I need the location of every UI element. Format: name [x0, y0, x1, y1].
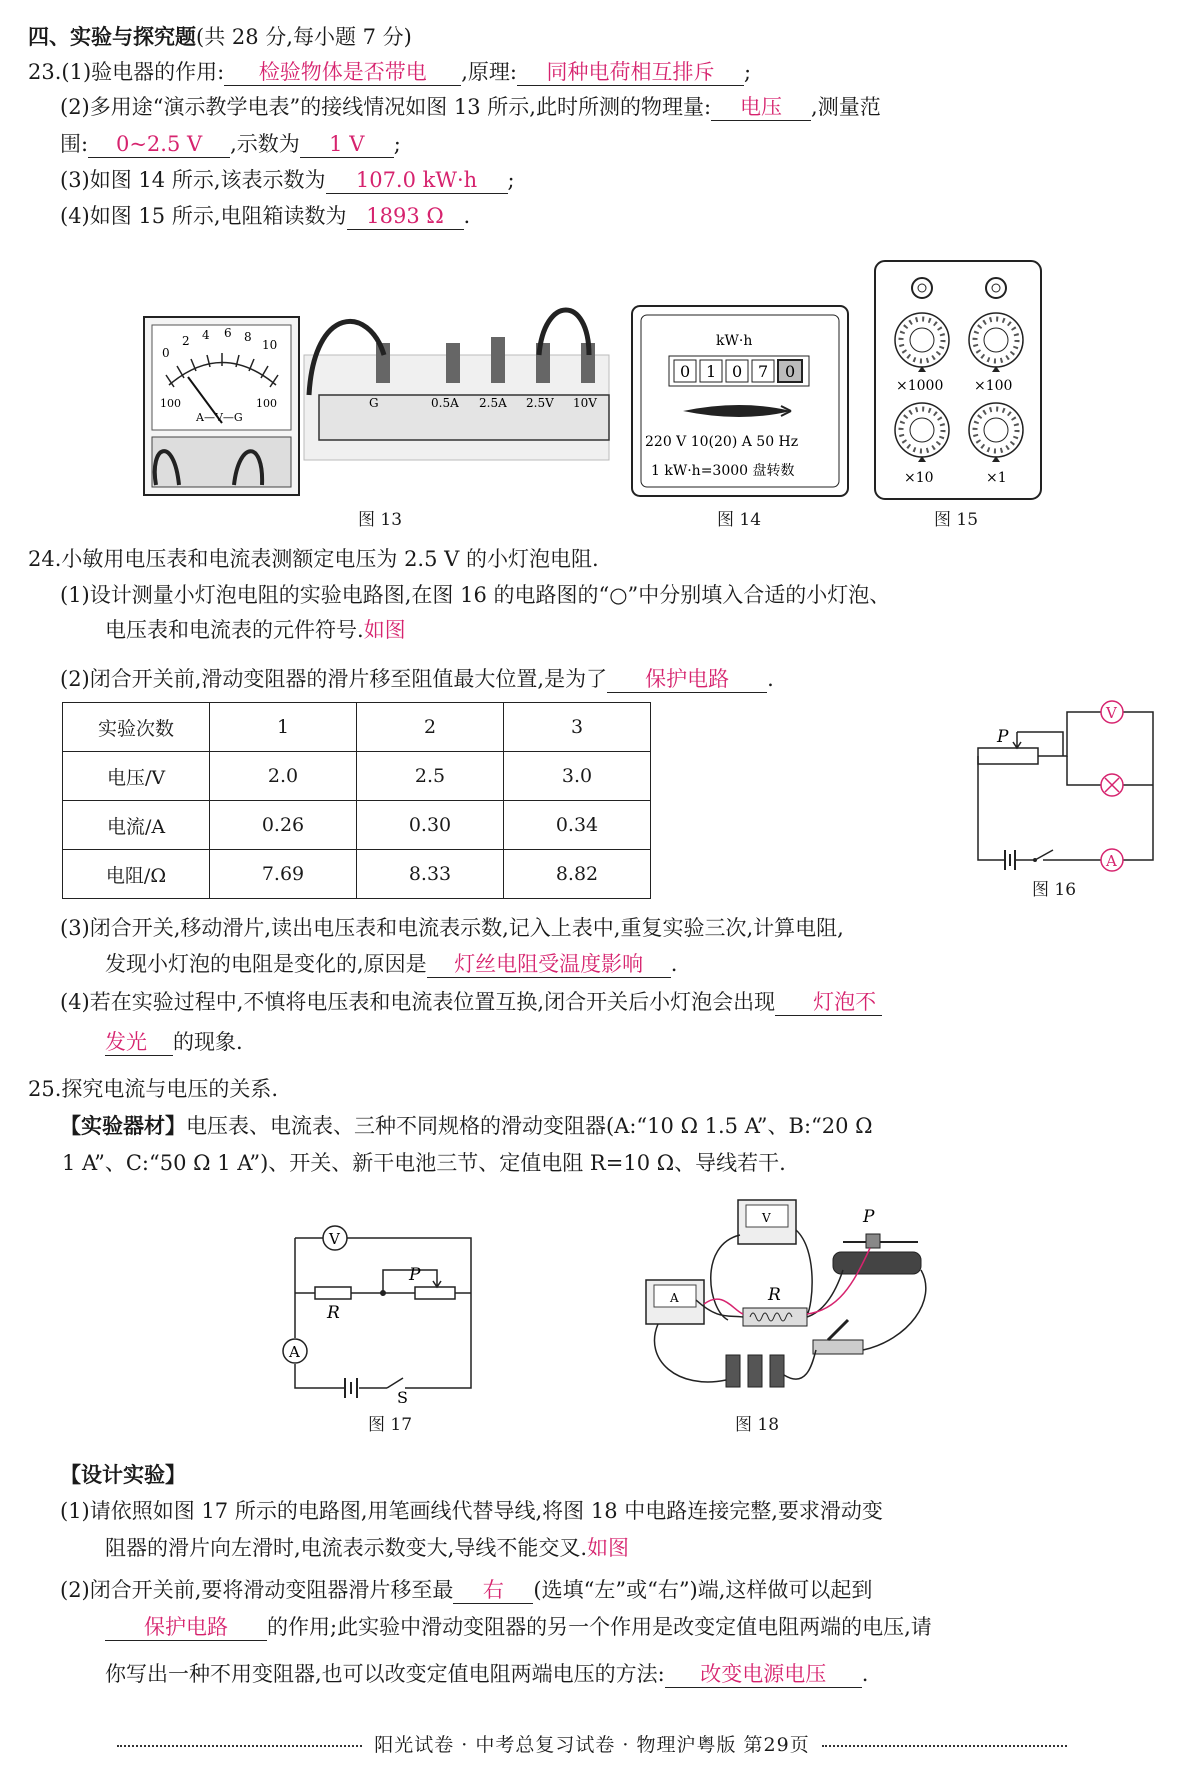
q24-p2-end: . — [767, 667, 774, 691]
rheostat — [415, 1287, 455, 1299]
switch-label: S — [397, 1388, 408, 1407]
terminal-2.5a: 2.5A — [479, 396, 507, 410]
section-title — [28, 24, 412, 50]
figure-13 — [144, 315, 614, 500]
voltmeter-label: V — [329, 1230, 340, 1248]
q23-line5 — [60, 203, 470, 230]
q24-p3-line2 — [105, 951, 677, 978]
q25-d2-end: . — [861, 1662, 869, 1686]
q24-p3-text: 发现小灯泡的电阻是变化的,原因是 — [105, 952, 427, 976]
figure-14 — [631, 305, 849, 497]
rheostat-device-label: P — [863, 1207, 875, 1227]
q23-p2-text4: ,示数为 — [230, 132, 300, 156]
equip-title: 【实验器材】 — [60, 1114, 186, 1138]
q23-line3 — [60, 131, 401, 158]
switch-symbol — [1035, 850, 1053, 860]
terminal-g: G — [369, 396, 379, 410]
q25-d2-text2: (选填“左”或“右”)端,这样做可以起到 — [533, 1578, 873, 1602]
dial-left-label: 100 — [160, 397, 181, 410]
q24-p4-text: (4)若在实验过程中,不慎将电压表和电流表位置互换,闭合开关后小灯泡会出现 — [60, 990, 776, 1014]
answer-blank: 电压 — [711, 94, 811, 121]
answer-blank: 灯泡不 — [775, 989, 882, 1016]
q23-p2-end: ; — [393, 132, 401, 156]
fig18-caption: 图 18 — [735, 1415, 780, 1435]
fig17-caption: 图 17 — [368, 1415, 413, 1435]
label-x10: ×10 — [904, 470, 934, 486]
q25-d2-text: (2)闭合开关前,要将滑动变阻器滑片移至最 — [60, 1578, 454, 1602]
q25-stem: 25.探究电流与电压的关系. — [28, 1077, 279, 1101]
battery-symbol — [345, 1378, 357, 1398]
q24-stem: 24.小敏用电压表和电流表测额定电压为 2.5 V 的小灯泡电阻. — [28, 547, 599, 571]
q24-p3-line1: (3)闭合开关,移动滑片,读出电压表和电流表示数,记入上表中,重复实验三次,计算电阻, — [60, 916, 844, 940]
scale-10: 10 — [262, 338, 278, 352]
answer-blank: 保护电路 — [607, 666, 767, 693]
q23-p1-text2: ,原理: — [461, 60, 517, 84]
scale-0: 0 — [162, 346, 170, 360]
dial-hub — [910, 418, 934, 442]
resistor-r — [315, 1287, 351, 1299]
battery-symbol — [1005, 850, 1015, 870]
q24-p3-end: . — [670, 952, 678, 976]
footer-text: 阳光试卷 · 中考总复习试卷 · 物理沪粤版 第29页 — [374, 1734, 810, 1756]
digit-4: 7 — [758, 362, 769, 381]
rheostat-device — [833, 1252, 921, 1274]
fig16-caption: 图 16 — [1032, 880, 1077, 900]
q24-p1-text: 电压表和电流表的元件符号. — [105, 618, 364, 642]
resistor-device-label: R — [768, 1285, 781, 1305]
meter-spec: 220 V 10(20) A 50 Hz — [645, 434, 799, 450]
answer-blank: 1893 Ω — [347, 203, 464, 230]
table-cell: 0.34 — [504, 801, 651, 850]
switch-lever — [828, 1320, 848, 1340]
dial-hub — [984, 418, 1008, 442]
label-x1: ×1 — [986, 470, 1007, 486]
answer-blank: 保护电路 — [105, 1614, 267, 1641]
label-x100: ×100 — [974, 378, 1013, 394]
scale-2: 2 — [182, 334, 190, 348]
q24-p1-answer: 如图 — [363, 618, 406, 642]
dial-right-label: 100 — [256, 397, 277, 410]
q25-d2-line2 — [105, 1614, 932, 1641]
q23-p2-text2: ,测量范 — [811, 95, 881, 119]
scale-4: 4 — [202, 328, 210, 342]
answer-blank: 右 — [453, 1577, 533, 1604]
table-header: 3 — [504, 703, 651, 752]
terminal-knob-center — [918, 284, 926, 292]
q25-equip-line1 — [60, 1113, 873, 1139]
q25-d2-line3 — [105, 1661, 868, 1688]
table-cell: 3.0 — [504, 752, 651, 801]
q25-d1-text: 阻器的滑片向左滑时,电流表示数变大,导线不能交叉. — [105, 1536, 588, 1560]
equip-text: 电压表、电流表、三种不同规格的滑动变阻器(A:“10 Ω 1.5 A”、B:“20 Ω — [186, 1114, 873, 1138]
answer-blank: 同种电荷相互排斥 — [517, 59, 744, 86]
q24-p4-end: 的现象. — [173, 1030, 243, 1054]
footer-rule-left — [117, 1745, 362, 1747]
q24-p1-line1: (1)设计测量小灯泡电阻的实验电路图,在图 16 的电路图的“○”中分别填入合适的小灯泡、 — [60, 583, 891, 607]
q25-d1-answer: 如图 — [587, 1536, 630, 1560]
switch-device — [813, 1340, 863, 1354]
q23-p3-end: ; — [507, 168, 515, 192]
table-cell: 8.33 — [357, 850, 504, 899]
table-header: 2 — [357, 703, 504, 752]
table-header: 1 — [210, 703, 357, 752]
section-note: (共 28 分,每小题 7 分) — [196, 25, 412, 49]
dial-type-label: A—V—G — [196, 411, 243, 424]
table-cell: 0.30 — [357, 801, 504, 850]
battery-cell — [726, 1355, 740, 1387]
q23-p4-text: (4)如图 15 所示,电阻箱读数为 — [60, 204, 347, 228]
figure-18 — [638, 1190, 958, 1405]
answer-blank: 检验物体是否带电 — [224, 59, 461, 86]
table-row — [63, 850, 651, 899]
q25-equip-line2: 1 A”、C:“50 Ω 1 A”)、开关、新干电池三节、定值电阻 R=10 Ω、导线若干. — [62, 1151, 786, 1175]
terminal-2.5v: 2.5V — [526, 396, 554, 410]
terminal-knob-center — [992, 284, 1000, 292]
battery-cell — [770, 1355, 784, 1387]
digit-2: 1 — [706, 362, 717, 381]
switch-symbol — [387, 1378, 403, 1388]
section-heading: 四、实验与探究题 — [28, 25, 196, 49]
table-cell: 电流/A — [63, 801, 210, 850]
table-header: 实验次数 — [63, 703, 210, 752]
battery-cell — [748, 1355, 762, 1387]
figure-15 — [874, 260, 1042, 500]
q25-d2-line1 — [60, 1577, 872, 1604]
table-cell: 电阻/Ω — [63, 850, 210, 899]
circuit-wires — [295, 1238, 471, 1388]
q24-p1-line2 — [105, 617, 406, 643]
table-cell: 电压/V — [63, 752, 210, 801]
answer-blank: 改变电源电压 — [665, 1661, 862, 1688]
digit-5: 0 — [785, 362, 796, 381]
ammeter-label: A — [1106, 852, 1117, 870]
dial-hub — [910, 328, 934, 352]
q23-line2 — [60, 94, 881, 121]
slider-label: P — [997, 727, 1009, 747]
table-cell: 2.5 — [357, 752, 504, 801]
fig13-caption: 图 13 — [358, 510, 403, 530]
q24-p4-line1 — [60, 989, 882, 1016]
dial-hub — [984, 328, 1008, 352]
page-footer — [52, 1730, 1132, 1757]
meter-unit: kW·h — [716, 333, 753, 349]
terminal-10v: 10V — [573, 396, 597, 410]
digit-1: 0 — [680, 362, 691, 381]
q24-p4-line2 — [105, 1029, 243, 1056]
q25-d1-line1: (1)请依照如图 17 所示的电路图,用笔画线代替导线,将图 18 中电路连接完整,要求滑动变 — [60, 1499, 883, 1523]
design-title: 【设计实验】 — [60, 1463, 186, 1487]
table-row — [63, 752, 651, 801]
terminal-board — [319, 395, 609, 440]
terminal-post — [446, 343, 460, 383]
label-x1000: ×1000 — [896, 378, 944, 394]
fig14-caption: 图 14 — [717, 510, 762, 530]
voltmeter-device-label: V — [762, 1211, 771, 1225]
q25-d2-text3: 的作用;此实验中滑动变阻器的另一个作用是改变定值电阻两端的电压,请 — [267, 1615, 932, 1639]
resistor-device — [743, 1308, 807, 1326]
data-table — [62, 702, 651, 899]
terminal-post — [491, 337, 505, 383]
ammeter-device-label: A — [670, 1291, 679, 1305]
switch-pivot — [1033, 858, 1037, 862]
table-row — [63, 801, 651, 850]
table-cell: 0.26 — [210, 801, 357, 850]
terminal-0.5a: 0.5A — [431, 396, 459, 410]
q23-line4 — [60, 167, 515, 194]
answer-blank: 灯丝电阻受温度影响 — [427, 951, 671, 978]
ammeter-label: A — [289, 1343, 300, 1361]
q23-p4-end: . — [463, 204, 471, 228]
resistor-label: R — [327, 1303, 340, 1323]
slider-label: P — [409, 1265, 421, 1285]
answer-blank: 发光 — [105, 1029, 173, 1056]
q24-p2-line — [60, 666, 774, 693]
figure-16 — [975, 700, 1165, 880]
q25-d2-text4: 你写出一种不用变阻器,也可以改变定值电阻两端电压的方法: — [105, 1662, 665, 1686]
voltmeter-label: V — [1106, 704, 1117, 722]
rheostat — [978, 748, 1038, 764]
scale-6: 6 — [224, 326, 232, 340]
q23-p2-text: (2)多用途“演示教学电表”的接线情况如图 13 所示,此时所测的物理量: — [60, 95, 712, 119]
answer-blank: 1 V — [300, 131, 394, 158]
q23-p3-text: (3)如图 14 所示,该表示数为 — [60, 168, 326, 192]
table-cell: 2.0 — [210, 752, 357, 801]
table-cell: 7.69 — [210, 850, 357, 899]
rheostat-slider — [866, 1234, 880, 1248]
table-cell: 8.82 — [504, 850, 651, 899]
meter-rate: 1 kW·h=3000 盘转数 — [651, 463, 795, 479]
q23-p1-text: 23.(1)验电器的作用: — [28, 60, 225, 84]
q25-d1-line2 — [105, 1535, 629, 1561]
q23-p2-text3: 围: — [60, 132, 89, 156]
fig15-caption: 图 15 — [934, 510, 979, 530]
q23-p1-end: ; — [743, 60, 752, 84]
answer-blank: 0~2.5 V — [88, 131, 230, 158]
footer-rule-right — [822, 1745, 1067, 1747]
table-row — [63, 703, 651, 752]
q24-p2-text: (2)闭合开关前,滑动变阻器的滑片移至阻值最大位置,是为了 — [60, 667, 608, 691]
answer-blank: 107.0 kW·h — [326, 167, 508, 194]
figure-17 — [275, 1228, 490, 1407]
digit-3: 0 — [732, 362, 743, 381]
scale-8: 8 — [244, 330, 252, 344]
q23-line1 — [28, 59, 751, 86]
